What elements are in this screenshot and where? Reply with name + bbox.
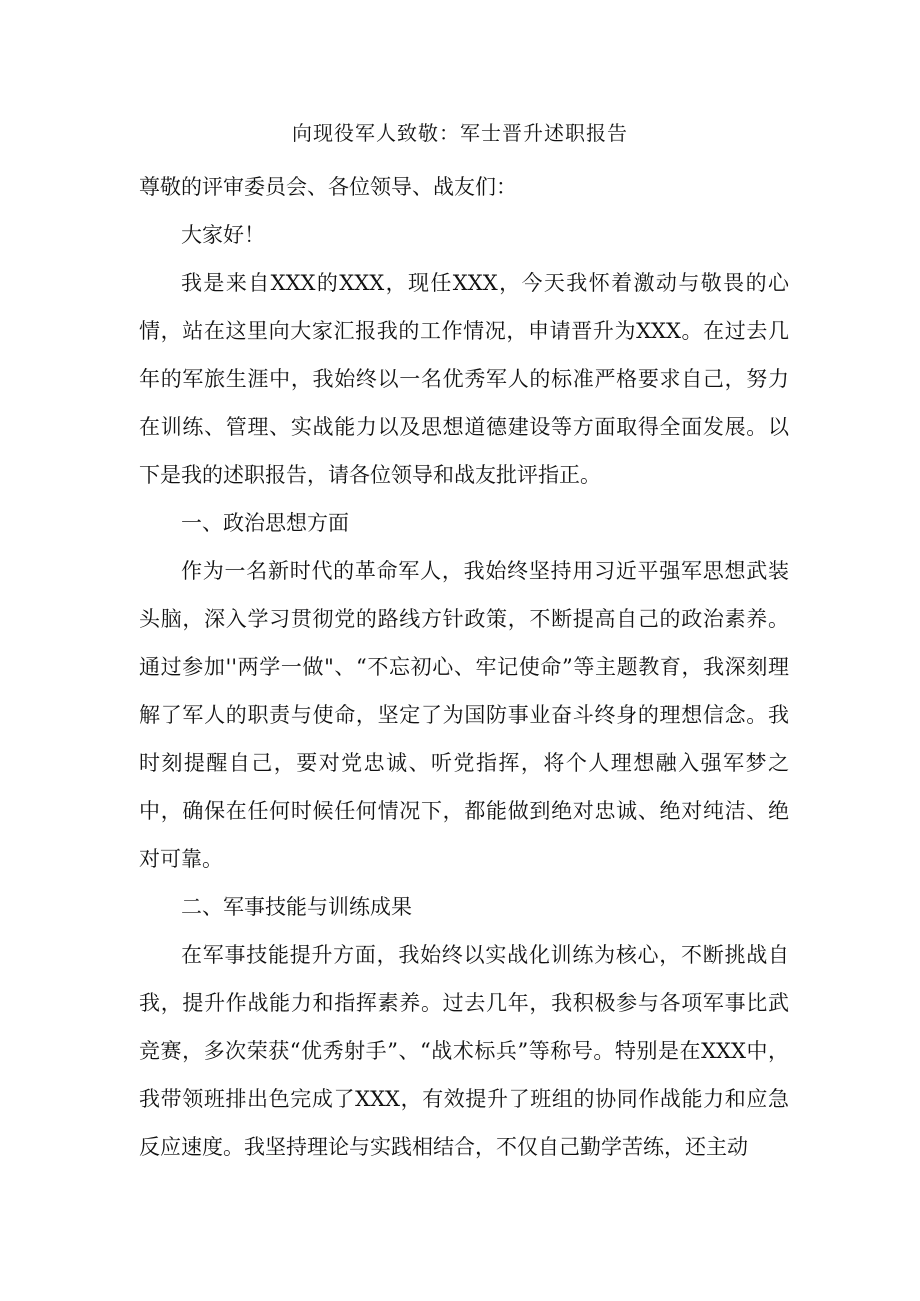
salutation: 尊敬的评审委员会、各位领导、战友们： bbox=[139, 175, 517, 199]
section-body-military: 在军事技能提升方面，我始终以实战化训练为核心，不断挑战自我，提升作战能力和指挥素养。过去几年，我积极参与各项军事比武竞赛，多次荣获“优秀射手”、“战术标兵”等称号。特别是在XXX中，我带领班排出色完成了XXX，有效提升了班组的协同作战能力和应急反应速度。我坚持理论与实践相结合，不仅自己勤学苦练，还主动 bbox=[139, 943, 789, 1159]
section-heading-military: 二、军事技能与训练成果 bbox=[181, 895, 412, 919]
document-body bbox=[139, 163, 789, 1171]
section-body-political: 作为一名新时代的革命军人，我始终坚持用习近平强军思想武装头脑，深入学习贯彻党的路线方针政策，不断提高自己的政治素养。通过参加''两学一做"、“不忘初心、牢记使命”等主题教育，我深刻理解了军人的职责与使命，坚定了为国防事业奋斗终身的理想信念。我时刻提醒自己，要对党忠诚、听党指挥，将个人理想融入强军梦之中，确保在任何时候任何情况下，都能做到绝对忠诚、绝对纯洁、绝对可靠。 bbox=[139, 559, 789, 871]
intro-paragraph: 我是来自XXX的XXX，现任XXX，今天我怀着激动与敬畏的心情，站在这里向大家汇报我的工作情况，申请晋升为XXX。在过去几年的军旅生涯中，我始终以一名优秀军人的标准严格要求自己，努力在训练、管理、实战能力以及思想道德建设等方面取得全面发展。以下是我的述职报告，请各位领导和战友批评指正。 bbox=[139, 271, 789, 487]
document-title: 向现役军人致敬：军士晋升述职报告 bbox=[292, 121, 628, 145]
section-heading-political: 一、政治思想方面 bbox=[181, 511, 349, 535]
greeting: 大家好！ bbox=[181, 223, 265, 247]
